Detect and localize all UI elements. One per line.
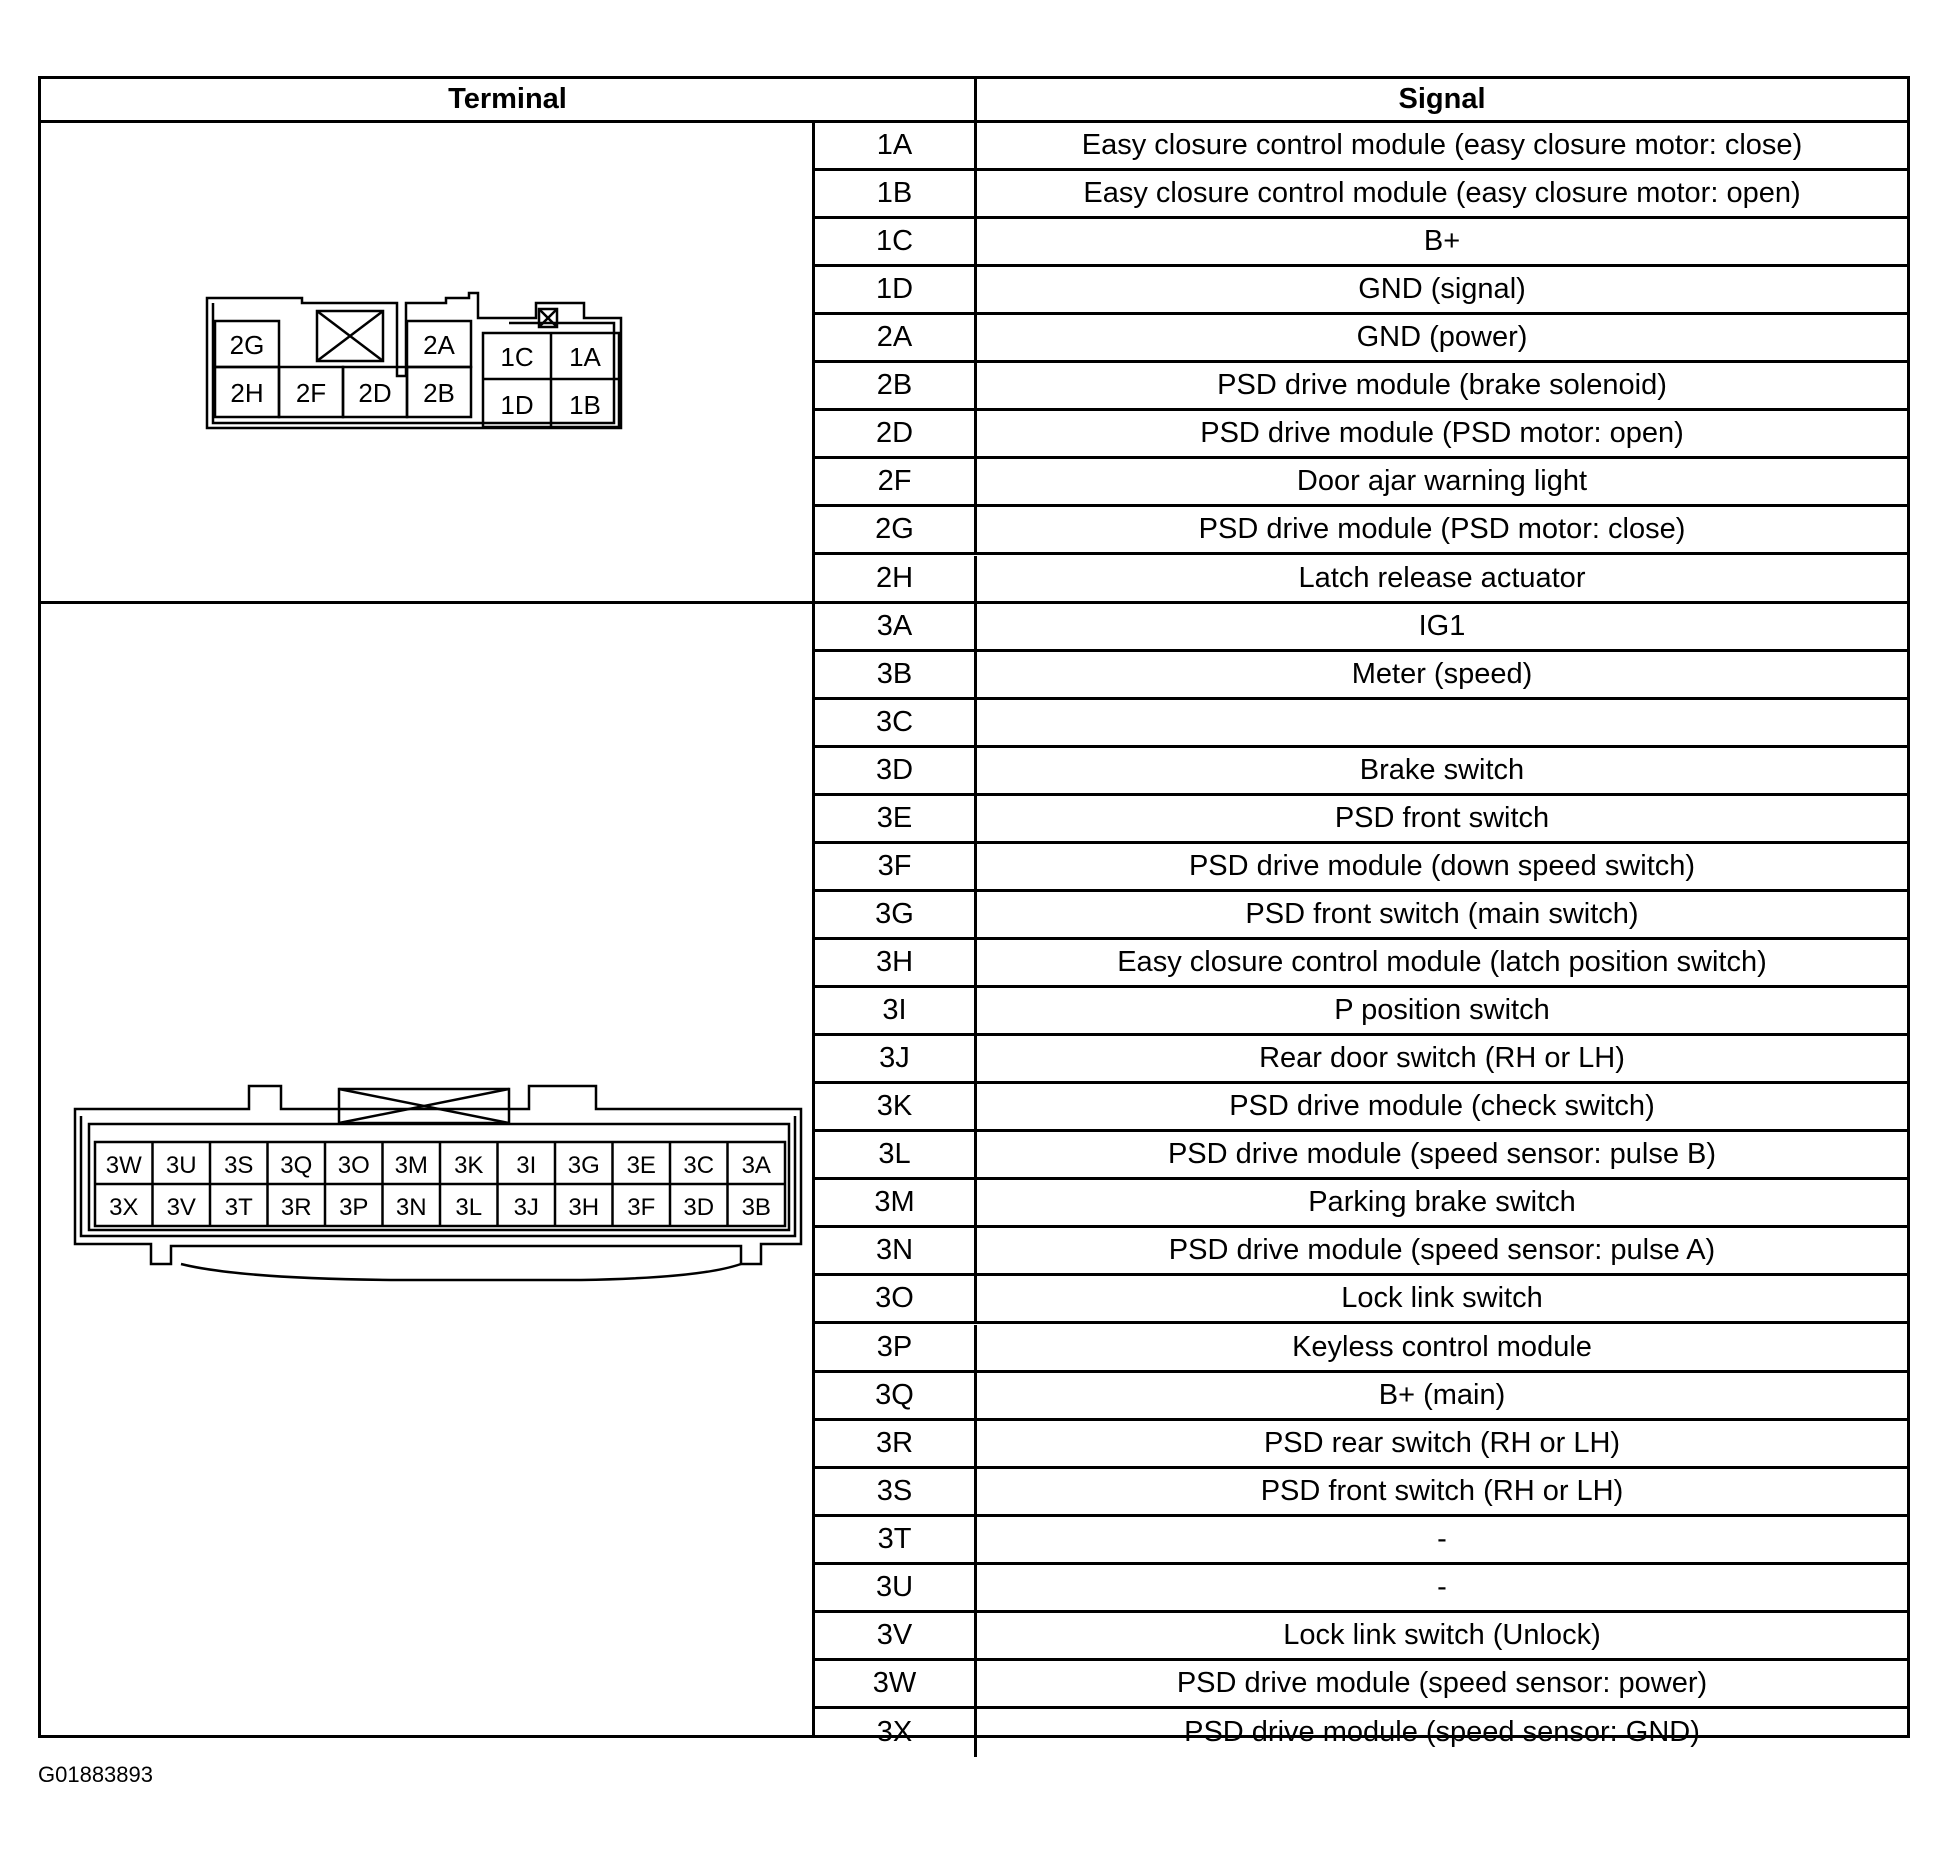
signal-cell: PSD drive module (speed sensor: pulse A) xyxy=(1168,1234,1716,1267)
signal-cell: PSD drive module (speed sensor: power) xyxy=(1176,1666,1708,1699)
terminal-cell: 3H xyxy=(815,940,977,985)
terminal-cell: 2H xyxy=(815,556,977,601)
pin-1D-label: 1D xyxy=(500,390,534,420)
table-row xyxy=(815,1421,1907,1469)
terminal-cell: 3A xyxy=(815,604,977,649)
terminal-cell: 3U xyxy=(815,1565,977,1610)
signal-cell: GND (signal) xyxy=(1358,273,1526,306)
terminal-cell: 3J xyxy=(815,1036,977,1081)
connector-2-diagram xyxy=(41,604,815,1735)
terminal-cell: 3W xyxy=(815,1661,977,1706)
pin-2D-label: 2D xyxy=(358,378,392,408)
terminal-cell: 3I xyxy=(815,988,977,1033)
table-row xyxy=(815,652,1907,700)
signal-cell: Latch release actuator xyxy=(1298,561,1586,594)
pin-3O-label: 3O xyxy=(337,1152,370,1179)
connector-1-diagram xyxy=(41,123,815,604)
pin-3K-label: 3K xyxy=(454,1152,484,1179)
terminal-signal-table xyxy=(38,76,1910,1749)
signal-cell: IG1 xyxy=(1418,609,1466,642)
pin-3I-label: 3I xyxy=(516,1152,537,1179)
table-row xyxy=(815,1036,1907,1084)
signal-cell: PSD drive module (brake solenoid) xyxy=(1217,369,1667,402)
terminal-cell: 3P xyxy=(815,1325,977,1370)
terminal-column-header: Terminal xyxy=(41,79,977,123)
signal-cell: PSD front switch (main switch) xyxy=(1245,897,1639,930)
table-row xyxy=(815,123,1907,171)
signal-cell: Easy closure control module (easy closure motor: open) xyxy=(1083,177,1801,210)
table-row xyxy=(815,507,1907,555)
terminal-cell: 3V xyxy=(815,1613,977,1658)
table-row xyxy=(815,1709,1907,1757)
signal-cell: PSD front switch (RH or LH) xyxy=(1260,1474,1624,1507)
terminal-cell: 3K xyxy=(815,1084,977,1129)
table-row xyxy=(815,1276,1907,1324)
table-row xyxy=(815,1228,1907,1276)
signal-cell: PSD rear switch (RH or LH) xyxy=(1263,1426,1621,1459)
table-row xyxy=(815,556,1907,604)
signal-cell: - xyxy=(1437,1522,1447,1555)
table-row xyxy=(815,1469,1907,1517)
pin-3T-label: 3T xyxy=(224,1194,253,1221)
table-row xyxy=(815,219,1907,267)
signal-cell: Lock link switch (Unlock) xyxy=(1283,1618,1601,1651)
terminal-cell: 3N xyxy=(815,1228,977,1273)
table-row xyxy=(815,604,1907,652)
table-row xyxy=(815,700,1907,748)
table-row xyxy=(815,988,1907,1036)
signal-cell: PSD drive module (speed sensor: GND) xyxy=(1184,1716,1700,1749)
figure-id: G01883893 xyxy=(38,1762,153,1787)
terminal-cell: 2F xyxy=(815,459,977,504)
terminal-cell: 3X xyxy=(815,1709,977,1757)
table-row xyxy=(815,1084,1907,1132)
table-row xyxy=(815,411,1907,459)
signal-cell: Lock link switch xyxy=(1341,1282,1543,1315)
signal-cell: PSD front switch xyxy=(1334,801,1550,834)
signal-cell: Parking brake switch xyxy=(1308,1186,1576,1219)
pin-3H-label: 3H xyxy=(568,1194,600,1221)
pin-3M-label: 3M xyxy=(394,1152,428,1179)
signal-cell: PSD drive module (PSD motor: open) xyxy=(1200,417,1684,450)
table-row xyxy=(815,844,1907,892)
terminal-cell: 1A xyxy=(815,123,977,168)
terminal-cell: 3F xyxy=(815,844,977,889)
table-row xyxy=(815,267,1907,315)
table-row xyxy=(815,892,1907,940)
terminal-cell: 3M xyxy=(815,1180,977,1225)
terminal-cell: 3C xyxy=(815,700,977,745)
signal-cell: PSD drive module (PSD motor: close) xyxy=(1198,513,1686,546)
terminal-cell: 3Q xyxy=(815,1373,977,1418)
terminal-cell: 1B xyxy=(815,171,977,216)
table-row xyxy=(815,1325,1907,1373)
pin-3J-label: 3J xyxy=(513,1194,539,1221)
signal-cell: GND (power) xyxy=(1356,321,1528,354)
pin-3F-label: 3F xyxy=(627,1194,656,1221)
signal-cell: Easy closure control module (easy closure motor: close) xyxy=(1081,129,1803,161)
pin-2F-label: 2F xyxy=(295,378,327,408)
terminal-cell: 3B xyxy=(815,652,977,697)
signal-cell: Brake switch xyxy=(1359,753,1525,786)
signal-cell: Easy closure control module (latch position switch) xyxy=(1117,946,1767,979)
terminal-cell: 3D xyxy=(815,748,977,793)
signal-cell: P position switch xyxy=(1334,994,1550,1027)
terminal-cell: 3G xyxy=(815,892,977,937)
terminal-cell: 3R xyxy=(815,1421,977,1466)
signal-cell: B+ xyxy=(1423,225,1461,258)
signal-cell: PSD drive module (speed sensor: pulse B) xyxy=(1167,1138,1717,1171)
signal-cell: PSD drive module (down speed switch) xyxy=(1188,849,1696,882)
terminal-cell: 3T xyxy=(815,1517,977,1562)
pin-3S-label: 3S xyxy=(224,1152,254,1179)
pin-1A-label: 1A xyxy=(569,342,601,372)
pin-3X-label: 3X xyxy=(109,1194,139,1221)
table-row xyxy=(815,315,1907,363)
table-row xyxy=(815,363,1907,411)
pin-3C-label: 3C xyxy=(683,1152,715,1179)
signal-cell: Door ajar warning light xyxy=(1296,465,1588,498)
connector-2-cell xyxy=(41,604,815,1735)
table-row xyxy=(815,940,1907,988)
table-row xyxy=(815,171,1907,219)
terminal-cell: 3S xyxy=(815,1469,977,1514)
pin-3W-label: 3W xyxy=(105,1152,142,1179)
pin-2H-label: 2H xyxy=(230,378,264,408)
terminal-cell: 1D xyxy=(815,267,977,312)
signal-cell: Meter (speed) xyxy=(1351,657,1533,690)
table-row xyxy=(815,1661,1907,1709)
pin-3P-label: 3P xyxy=(339,1194,369,1221)
pin-3U-label: 3U xyxy=(165,1152,197,1179)
signal-cell xyxy=(977,700,1907,745)
signal-cell: Keyless control module xyxy=(1292,1330,1592,1363)
pin-3Q-label: 3Q xyxy=(280,1152,313,1179)
table-row xyxy=(815,459,1907,507)
terminal-cell: 2A xyxy=(815,315,977,360)
pin-3V-label: 3V xyxy=(166,1194,196,1221)
pin-3L-label: 3L xyxy=(455,1194,483,1221)
signal-column-header: Signal xyxy=(977,79,1907,123)
signal-cell: PSD drive module (check switch) xyxy=(1229,1090,1655,1123)
terminal-cell: 1C xyxy=(815,219,977,264)
pin-3E-label: 3E xyxy=(626,1152,656,1179)
terminal-cell: 3E xyxy=(815,796,977,841)
table-row xyxy=(815,1613,1907,1661)
pin-3N-label: 3N xyxy=(395,1194,427,1221)
pin-2A-label: 2A xyxy=(423,330,455,360)
table-row xyxy=(815,1180,1907,1228)
signal-cell: Rear door switch (RH or LH) xyxy=(1259,1042,1625,1075)
pin-2G-label: 2G xyxy=(229,330,265,360)
pin-2B-label: 2B xyxy=(423,378,455,408)
signal-cell: B+ (main) xyxy=(1378,1378,1506,1411)
connector-1-cell xyxy=(41,123,815,604)
pin-1B-label: 1B xyxy=(569,390,601,420)
table-row xyxy=(815,1565,1907,1613)
table-row xyxy=(815,748,1907,796)
pin-3D-label: 3D xyxy=(683,1194,715,1221)
pin-3A-label: 3A xyxy=(741,1152,771,1179)
signal-cell: - xyxy=(1437,1570,1447,1603)
terminal-cell: 3O xyxy=(815,1276,977,1321)
pin-3B-label: 3B xyxy=(741,1194,771,1221)
terminal-cell: 2B xyxy=(815,363,977,408)
pin-1C-label: 1C xyxy=(500,342,534,372)
table-row xyxy=(815,796,1907,844)
table-row xyxy=(815,1132,1907,1180)
pin-3G-label: 3G xyxy=(567,1152,600,1179)
table-row xyxy=(815,1517,1907,1565)
pin-3R-label: 3R xyxy=(280,1194,312,1221)
terminal-cell: 2G xyxy=(815,507,977,552)
terminal-cell: 2D xyxy=(815,411,977,456)
terminal-cell: 3L xyxy=(815,1132,977,1177)
table-row xyxy=(815,1373,1907,1421)
